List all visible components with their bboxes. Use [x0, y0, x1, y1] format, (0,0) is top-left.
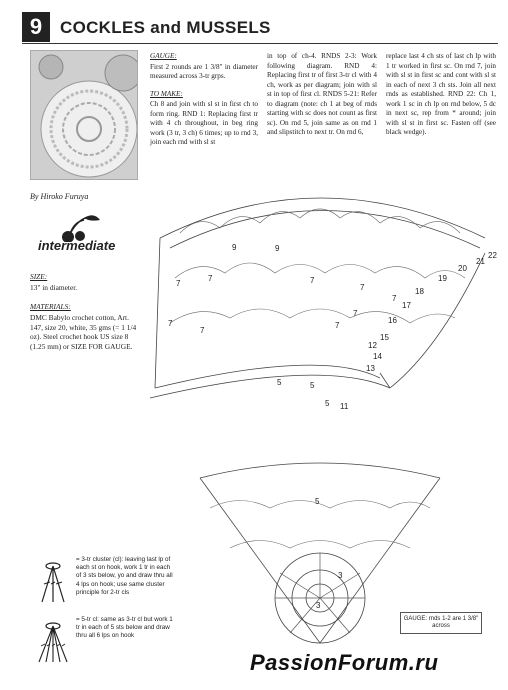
diagram-label: 7 — [335, 321, 340, 330]
page-header — [22, 14, 498, 44]
diagram-label: 7 — [168, 319, 173, 328]
materials-text: DMC Babylo crochet cotton, Art. 147, size 20, white, 35 gms (= 1 1/4 oz). Steel crochet hook US size 8 (1.25 mm) or SIZE FOR GAUGE. — [30, 312, 137, 351]
diagram-label: 20 — [458, 264, 467, 273]
materials-section — [30, 302, 140, 351]
stitch-legend — [36, 556, 176, 676]
diagram-label: 17 — [402, 301, 411, 310]
diagram-label: 19 — [438, 274, 447, 283]
diagram-label: 7 — [360, 283, 365, 292]
diagram-label: 7 — [176, 279, 181, 288]
legend-item-3tr-cluster — [36, 556, 176, 616]
size-text: 13" in diameter. — [30, 282, 78, 292]
diagram-label: 3 — [338, 571, 343, 580]
diagram-label: 18 — [415, 287, 424, 296]
diagram-label: 9 — [232, 243, 237, 252]
diagram-label: 15 — [380, 333, 389, 342]
size-section — [30, 272, 140, 292]
cherries-icon — [30, 212, 140, 262]
diagram-label: 7 — [353, 309, 358, 318]
pattern-number: 9 — [22, 12, 50, 42]
byline: By Hiroko Furuya — [30, 192, 89, 201]
diagram-label: 16 — [388, 316, 397, 325]
diagram-label: 5 — [310, 381, 315, 390]
diagram-label: 7 — [208, 274, 213, 283]
diagram-label: 14 — [373, 352, 382, 361]
gauge-heading: GAUGE: — [150, 52, 177, 60]
diagram-label: 5 — [315, 497, 320, 506]
instructions-column-3: replace last 4 ch sts of last ch lp with 1 tr worked in first sc. On rnd 7, join with sl st in first sc and cont with sl st in each of next 3 ch sts. Join all next rnds as established. RND 22: Ch 1, work 1 sc in ch lp on rnd below, 5 dc in next sc, rep from * around; join with sl st in first sc. Fasten off (see black wedge). — [386, 52, 496, 136]
skill-level: intermediate — [38, 238, 116, 253]
diagram-label: 21 — [476, 257, 485, 266]
to-make-heading: TO MAKE: — [150, 89, 183, 98]
five-tr-cluster-icon — [36, 616, 70, 668]
diagram-gauge-box: GAUGE: rnds 1-2 are 1 3/8" across — [400, 612, 482, 634]
diagram-label: 7 — [392, 294, 397, 303]
diagram-label: 7 — [310, 276, 315, 285]
diagram-label: 9 — [275, 244, 280, 253]
instructions-column-1 — [150, 52, 258, 148]
gauge-text: First 2 rounds are 1 3/8" in diameter measured across 3-tr grps. — [150, 62, 258, 80]
diagram-label: 12 — [368, 341, 377, 350]
doily-photo — [30, 50, 138, 180]
legend-text: = 5-tr cl: same as 3-tr cl but work 1 tr in each of 5 sts below and draw thru all 6 lps on hook — [76, 616, 173, 640]
diagram-label: 5 — [325, 399, 330, 408]
to-make-text: Ch 8 and join with sl st in first ch to form ring. RND 1: Replacing first tr with 4 ch throughout, in beg ring work (3 tr, 3 ch) 6 times; up to rnd 3, join each rnd with sl st — [150, 100, 258, 146]
materials-heading: MATERIALS: — [30, 302, 71, 312]
diagram-label: 3 — [316, 601, 321, 610]
legend-item-5tr-cluster — [36, 616, 176, 676]
watermark: PassionForum.ru — [250, 650, 439, 675]
pattern-title: COCKLES and MUSSELS — [60, 18, 271, 37]
diagram-label: 22 — [488, 251, 497, 260]
specs-panel — [30, 272, 140, 361]
diagram-label: 5 — [277, 378, 282, 387]
diagram-label: 13 — [366, 364, 375, 373]
diagram-label: 7 — [200, 326, 205, 335]
diagram-label: 11 — [340, 402, 349, 411]
three-tr-cluster-icon — [36, 556, 70, 608]
crochet-diagram — [140, 178, 500, 648]
skill-level-badge — [30, 212, 140, 262]
size-heading: SIZE: — [30, 272, 48, 281]
legend-text: = 3-tr cluster (cl): leaving last lp of each st on hook, work 1 tr in each of 3 sts below, yo and draw thru all 4 lps on hook; use same cluster principle for 2-tr cls — [76, 556, 173, 596]
instructions-column-2: in top of ch-4. RNDS 2-3: Work following diagram. RND 4: Replacing first tr of first 3-tr cl with 4 ch, work as per diagram; join with sl st in top of first cl. RNDS 5-21: Refer to diagram (note: ch 1 at beg of rnds starting with sc does not count as first sc). On rnd 5, join same as on rnd 1 and slipstitch to next tr. On rnd 6, — [267, 52, 377, 136]
